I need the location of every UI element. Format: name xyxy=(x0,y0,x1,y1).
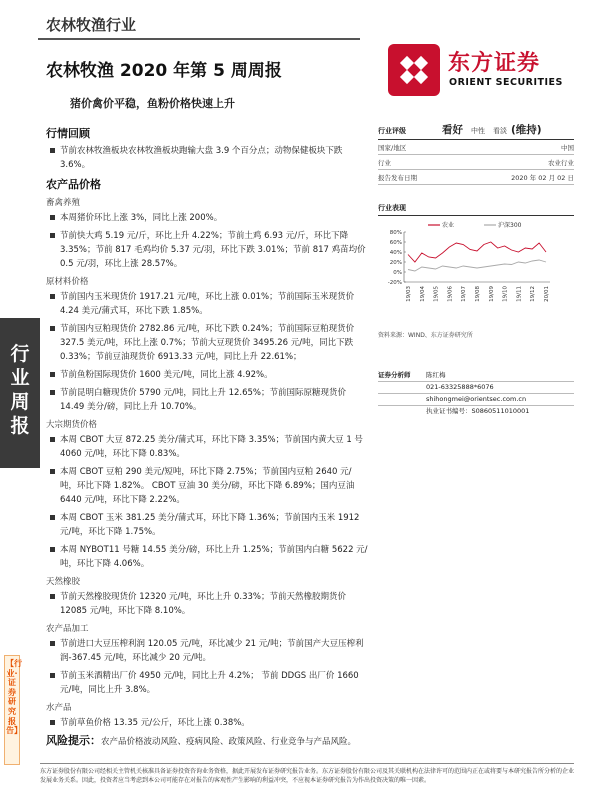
disclaimer-footer: 东方证券股份有限公司经相关主管机关核准具备证券投资咨询业务资格，据此开展发布证券研究报告业务。东方证券股份有限公司及其关联机构在法律许可的范围内正在或将要与本研究报告所分析的企业发展业务关系。因此，投资者应当考虑到本公司可能存在对报告的客观性产生影响的利益冲突，不应视本证券研究报告为作出投资决策的唯一因素。 xyxy=(40,763,574,785)
logo-chinese-name: 东方证券 xyxy=(448,51,541,76)
risk-warning-title: 风险提示： xyxy=(46,734,101,747)
y-tick-label: -20% xyxy=(387,280,402,286)
analyst-phone: 021-63325888*6076 xyxy=(426,383,494,391)
analyst-label: 证券分析师 xyxy=(378,371,411,379)
x-tick-label: 19/10 xyxy=(502,286,509,302)
info-value: 2020 年 02 月 02 日 xyxy=(511,174,574,182)
list-item: 节前天然橡胶现货价 12320 元/吨，环比上升 0.33%；节前天然橡胶期货价 12085 元/吨，环比下降 8.10%。 xyxy=(46,590,368,618)
sector-divider xyxy=(38,38,360,40)
x-tick-label: 19/12 xyxy=(530,286,537,302)
analyst-row xyxy=(378,370,574,382)
info-row-date xyxy=(378,170,574,185)
y-tick-label: 60% xyxy=(389,240,402,246)
analyst-row xyxy=(378,394,574,406)
analyst-row xyxy=(378,406,574,417)
section-title-prices: 农产品价格 xyxy=(46,178,101,191)
list-item: 节前玉米酒精出厂价 4950 元/吨，同比上升 4.2%； 节前 DDGS 出厂价 1660 元/吨，同比上升 3.8%。 xyxy=(46,669,368,697)
series-line-0 xyxy=(408,242,546,262)
main-content xyxy=(46,122,368,749)
report-subtitle: 猪价禽价平稳，鱼粉价格快速上升 xyxy=(70,97,235,110)
list-item: 节前草鱼价格 13.35 元/公斤，环比上涨 0.38%。 xyxy=(46,716,368,730)
legend-label: 沪深300 xyxy=(498,222,522,229)
rating-row xyxy=(378,122,574,140)
section-title-review: 行情回顾 xyxy=(46,127,90,140)
list-item: 节前昆明白糖现货价 5790 元/吨，同比上升 12.65%；节前国际原糖现货价 14.49 美分/磅，同比上升 10.70%。 xyxy=(46,386,368,414)
report-type-text: 行业周报 xyxy=(10,343,30,437)
rating-main: 看好 xyxy=(442,124,463,136)
list-item: 节前国内玉米现货价 1917.21 元/吨，环比上涨 0.01%；节前国际玉米现货价 4.24 美元/蒲式耳，环比下跌 1.85%。 xyxy=(46,290,368,318)
risk-warning xyxy=(46,734,368,749)
y-tick-label: 0% xyxy=(393,270,402,276)
list-item: 本周 CBOT 大豆 872.25 美分/蒲式耳，环比下降 3.35%；节前国内黄大豆 1 号 4060 元/吨，环比下降 0.83%。 xyxy=(46,433,368,461)
info-row-industry xyxy=(378,155,574,170)
x-tick-label: 19/08 xyxy=(475,286,481,302)
x-tick-label: 19/06 xyxy=(447,286,454,302)
performance-chart-svg xyxy=(378,218,574,318)
risk-warning-text: 农产品价格波动风险、疫病风险、政策风险、行业竞争与产品风险。 xyxy=(101,737,357,747)
series-line-1 xyxy=(408,260,546,271)
analyst-row xyxy=(378,382,574,394)
subsection-futures: 大宗期货价格 xyxy=(46,420,98,430)
x-tick-label: 19/03 xyxy=(406,286,412,302)
analyst-name: 陈红梅 xyxy=(426,371,446,379)
rating-bearish: 看淡 xyxy=(493,127,507,135)
info-row-region xyxy=(378,140,574,155)
info-label: 报告发布日期 xyxy=(378,174,417,182)
report-title: 农林牧渔 2020 年第 5 周周报 xyxy=(46,61,282,81)
list-item: 本周猪价环比上涨 3%，同比上涨 200%。 xyxy=(46,211,368,225)
list-item: 本周 NYBOT11 号糖 14.55 美分/磅，环比上升 1.25%；节前国内白糖 5622 元/吨，环比下降 4.06%。 xyxy=(46,543,368,571)
list-item: 节前鱼粉国际现货价 1600 美元/吨，同比上涨 4.92%。 xyxy=(46,368,368,382)
sector-label: 农林牧渔行业 xyxy=(46,16,137,34)
industry-performance-chart xyxy=(378,218,574,318)
rating-keep: (维持) xyxy=(511,124,542,136)
subsection-raw-materials: 原材料价格 xyxy=(46,277,89,287)
x-tick-label: 19/07 xyxy=(461,286,468,302)
y-tick-label: 40% xyxy=(389,250,402,256)
y-tick-label: 80% xyxy=(389,230,402,236)
analyst-block xyxy=(378,370,574,417)
company-logo xyxy=(386,42,566,98)
subsection-livestock: 畜禽养殖 xyxy=(46,198,81,208)
orient-logo-icon xyxy=(386,42,442,98)
report-type-tab xyxy=(0,318,40,468)
legend-label: 农业 xyxy=(442,222,455,229)
performance-title: 行业表现 xyxy=(378,203,574,216)
chart-source: 资料来源：WIND、东方证券研究所 xyxy=(378,332,473,339)
list-item: 本周 CBOT 豆粕 290 美元/短吨，环比下降 2.75%；节前国内豆粕 2640 元/吨，环比下降 1.82%。 CBOT 豆油 30 美分/磅，环比下降 6.89%；国内豆油 6440 元/吨，环比下降 2.22%。 xyxy=(46,465,368,507)
list-item: 节前国内豆粕现货价 2782.86 元/吨，环比下跌 0.24%；节前国际豆粕现货价 327.5 美元/吨，环比上涨 0.7%；节前大豆现货价 3495.26 元/吨，同比下跌 0.33%；节前豆油现货价 6913.33 元/吨，同比上升 22.61%； xyxy=(46,322,368,364)
rating-panel xyxy=(378,122,574,185)
rating-neutral: 中性 xyxy=(471,127,485,135)
x-tick-label: 19/11 xyxy=(516,286,523,302)
analyst-cert: 执业证书编号：S0860511010001 xyxy=(426,407,530,415)
subsection-rubber: 天然橡胶 xyxy=(46,577,81,587)
list-item: 节前快大鸡 5.19 元/斤，环比上升 4.22%；节前土鸡 6.93 元/斤，环比下降 3.35%；节前 817 毛鸡均价 5.37 元/羽，环比下跌 3.01%；节前 817 鸡苗均价 0.5 元/羽，环比上涨 28.57%。 xyxy=(46,229,368,271)
research-report-label-text: 【行业·证券研究报告】 xyxy=(6,659,22,736)
subsection-processing: 农产品加工 xyxy=(46,624,89,634)
subsection-aquatic: 水产品 xyxy=(46,703,72,713)
info-label: 行业 xyxy=(378,159,391,167)
list-item: 节前进口大豆压榨利润 120.05 元/吨，环比减少 21 元/吨；节前国产大豆压榨利润-367.45 元/吨，环比减少 20 元/吨。 xyxy=(46,637,368,665)
x-tick-label: 19/04 xyxy=(419,286,426,302)
info-label: 国家/地区 xyxy=(378,144,407,152)
x-tick-label: 20/01 xyxy=(544,286,550,302)
rating-label: 行业评级 xyxy=(378,127,406,135)
x-tick-label: 19/09 xyxy=(488,286,495,302)
info-value: 农业行业 xyxy=(548,159,574,167)
analyst-email[interactable]: shihongmei@orientsec.com.cn xyxy=(426,395,527,403)
list-item: 本周 CBOT 玉米 381.25 美分/蒲式耳，环比下降 1.36%；节前国内玉米 1912 元/吨，环比下降 1.75%。 xyxy=(46,511,368,539)
logo-english-name: ORIENT SECURITIES xyxy=(449,77,563,88)
y-tick-label: 20% xyxy=(389,260,402,266)
info-value: 中国 xyxy=(561,144,574,152)
list-item: 节前农林牧渔板块农林牧渔板块跑输大盘 3.9 个百分点；动物保健板块下跌 3.6%。 xyxy=(46,144,368,172)
x-tick-label: 19/05 xyxy=(433,286,440,302)
research-report-label xyxy=(4,655,20,765)
